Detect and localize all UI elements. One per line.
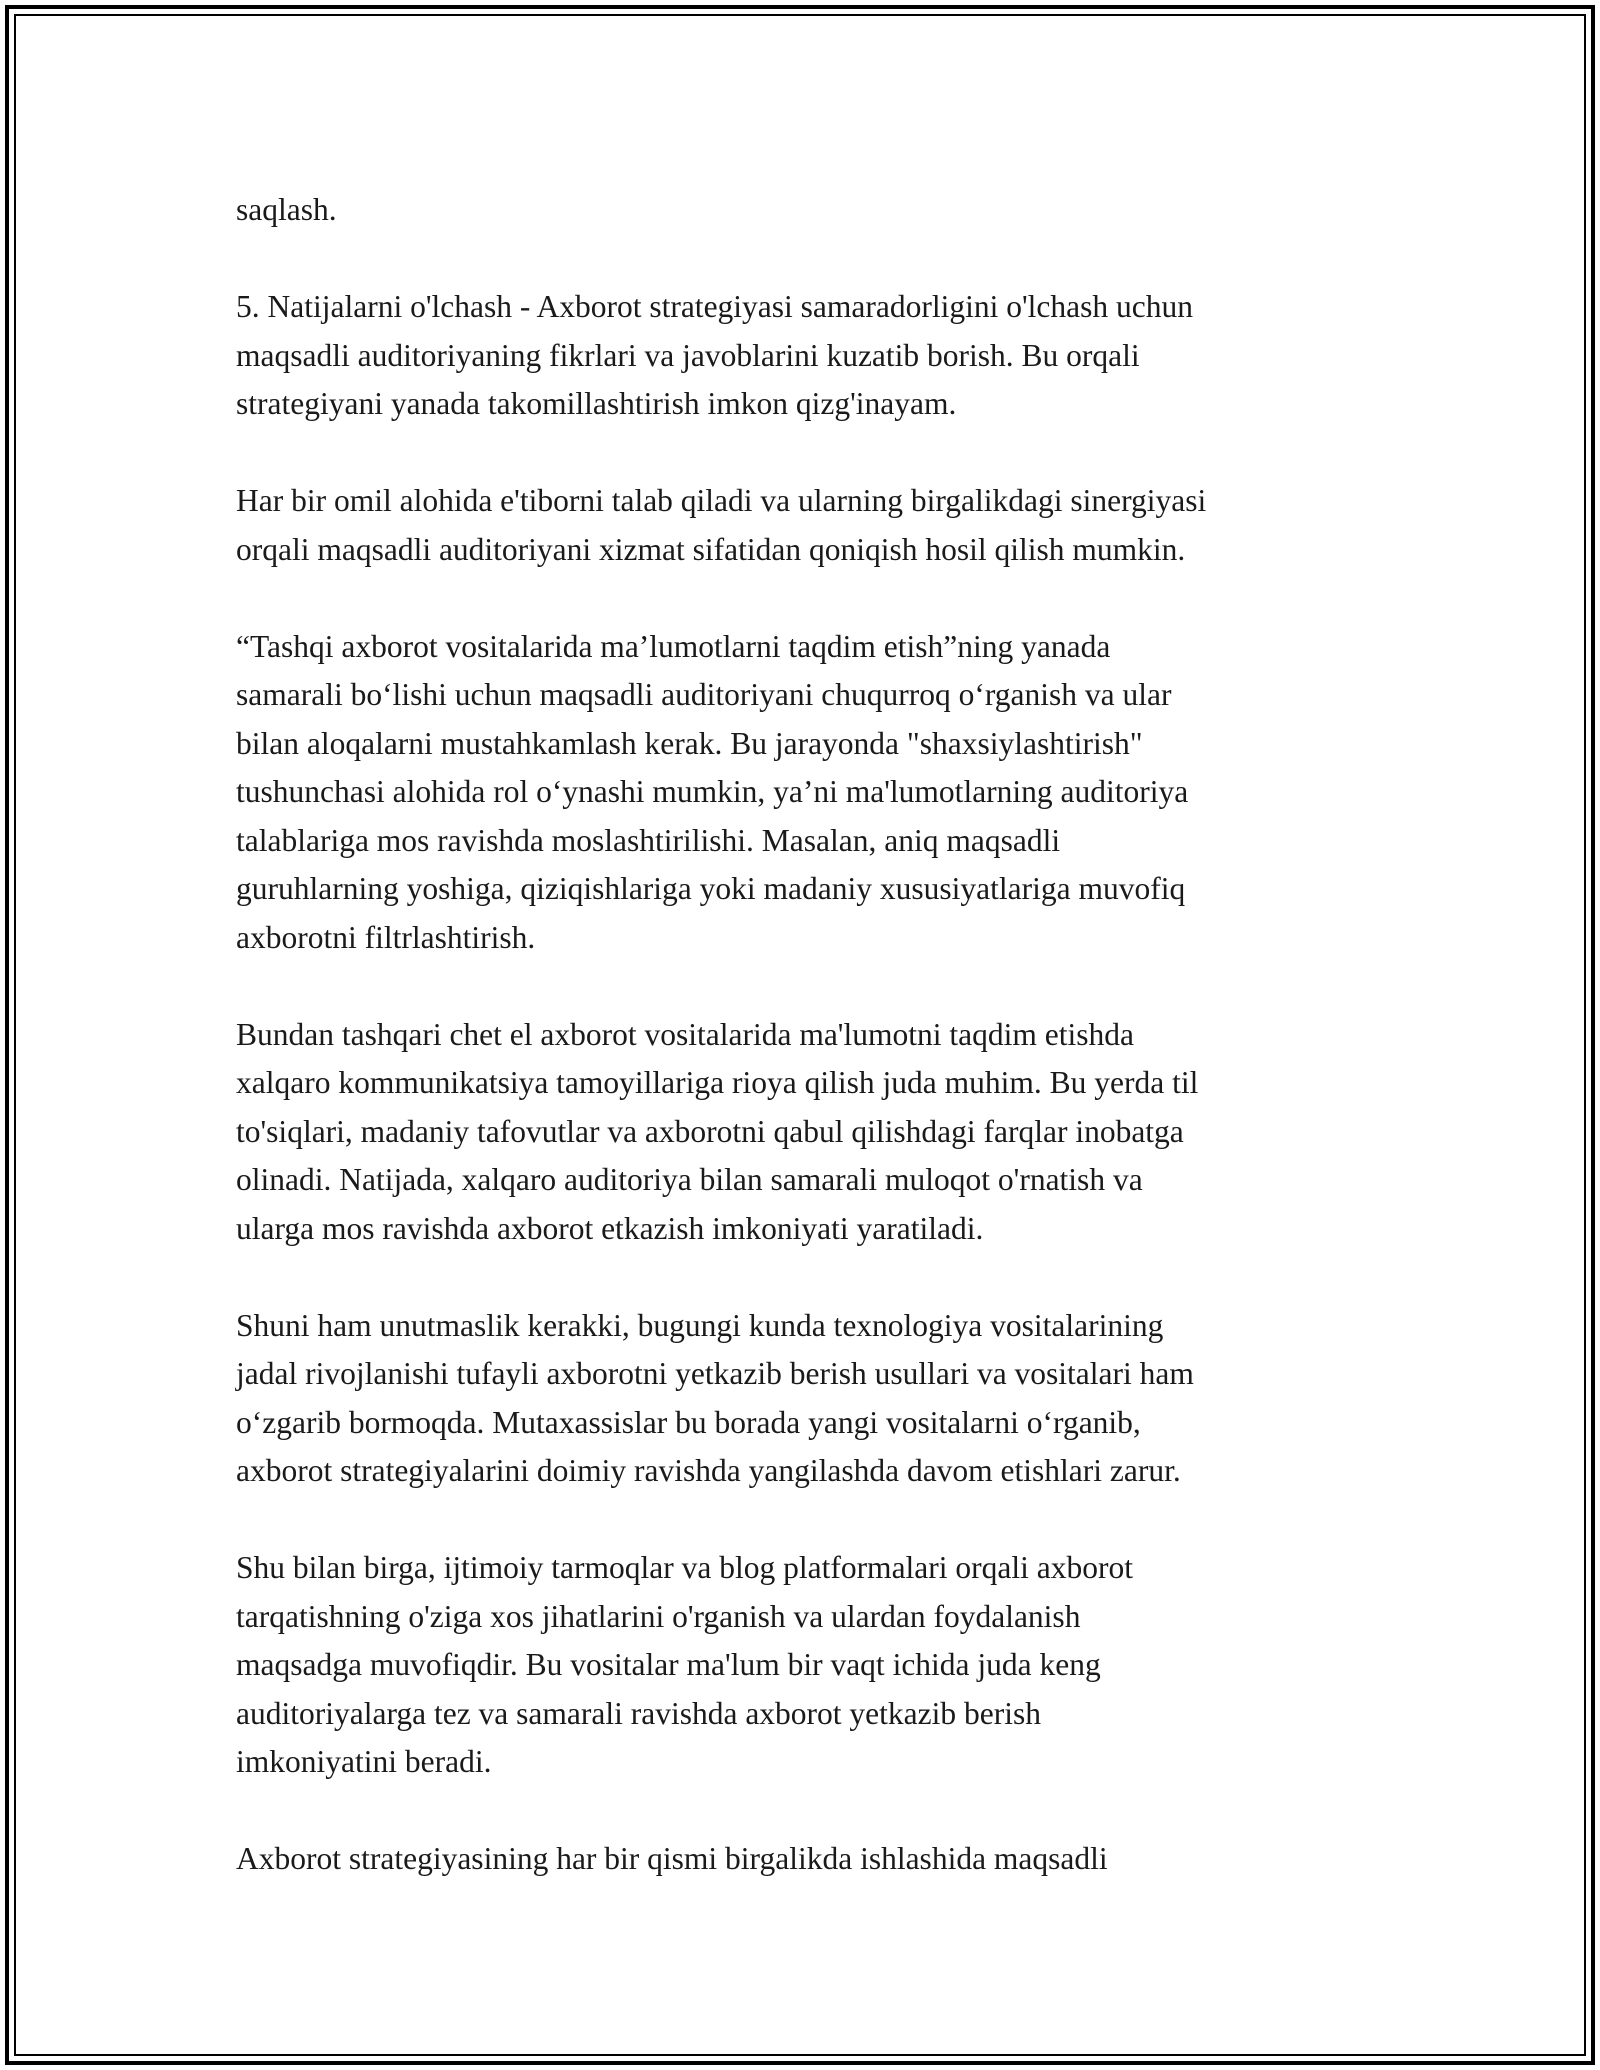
paragraph: Axborot strategiyasining har bir qismi birgalikda ishlashida maqsadli <box>236 1841 1108 1876</box>
paragraph: Bundan tashqari chet el axborot vositalarida ma'lumotni taqdim etishda xalqaro kommunikatsiya tamoyillariga rioya qilish juda muhim. Bu yerda til to'siqlari, madaniy tafovutlar va axborotni qabul qilishdagi farqlar inobatga olinadi. Natijada, xalqaro auditoriya bilan samarali muloqot o'rnatish va ularga mos ravishda axborot etkazish imkoniyati yaratiladi. <box>236 1016 1199 1246</box>
document-body <box>236 186 1386 1932</box>
paragraph: Shu bilan birga, ijtimoiy tarmoqlar va blog platformalari orqali axborot tarqatishning o'ziga xos jihatlarini o'rganish va ulardan foydalanish maqsadga muvofiqdir. Bu vositalar ma'lum bir vaqt ichida juda keng auditoriyalarga tez va samarali ravishda axborot yetkazib berish imkoniyatini beradi. <box>236 1550 1133 1779</box>
paragraph: “Tashqi axborot vositalarida ma’lumotlarni taqdim etish”ning yanada samarali bo‘lishi uchun maqsadli auditoriyani chuqurroq o‘rganish va ular bilan aloqalarni mustahkamlash kerak. Bu jarayonda "shaxsiylashtirish" tushunchasi alohida rol o‘ynashi mumkin, ya’ni ma'lumotlarning auditoriya talablariga mos ravishda moslashtirilishi. Masalan, aniq maqsadli guruhlarning yoshiga, qiziqishlariga yoki madaniy xususiyatlariga muvofiq axborotni filtrlashtirish. <box>236 628 1189 955</box>
paragraph: 5. Natijalarni o'lchash - Axborot strategiyasi samaradorligini o'lchash uchun maqsadli auditoriyaning fikrlari va javoblarini kuzatib borish. Bu orqali strategiyani yanada takomillashtirish imkon qizg'inayam. <box>236 289 1193 421</box>
paragraph: saqlash. <box>236 192 337 227</box>
paragraph: Shuni ham unutmaslik kerakki, bugungi kunda texnologiya vositalarining jadal rivojlanishi tufayli axborotni yetkazib berish usullari va vositalari ham o‘zgarib bormoqda. Mutaxassislar bu borada yangi vositalarni o‘rganib, axborot strategiyalarini doimiy ravishda yangilashda davom etishlari zarur. <box>236 1307 1194 1488</box>
paragraph: Har bir omil alohida e'tiborni talab qiladi va ularning birgalikdagi sinergiyasi orqali maqsadli auditoriyani xizmat sifatidan qoniqish hosil qilish mumkin. <box>236 483 1207 567</box>
